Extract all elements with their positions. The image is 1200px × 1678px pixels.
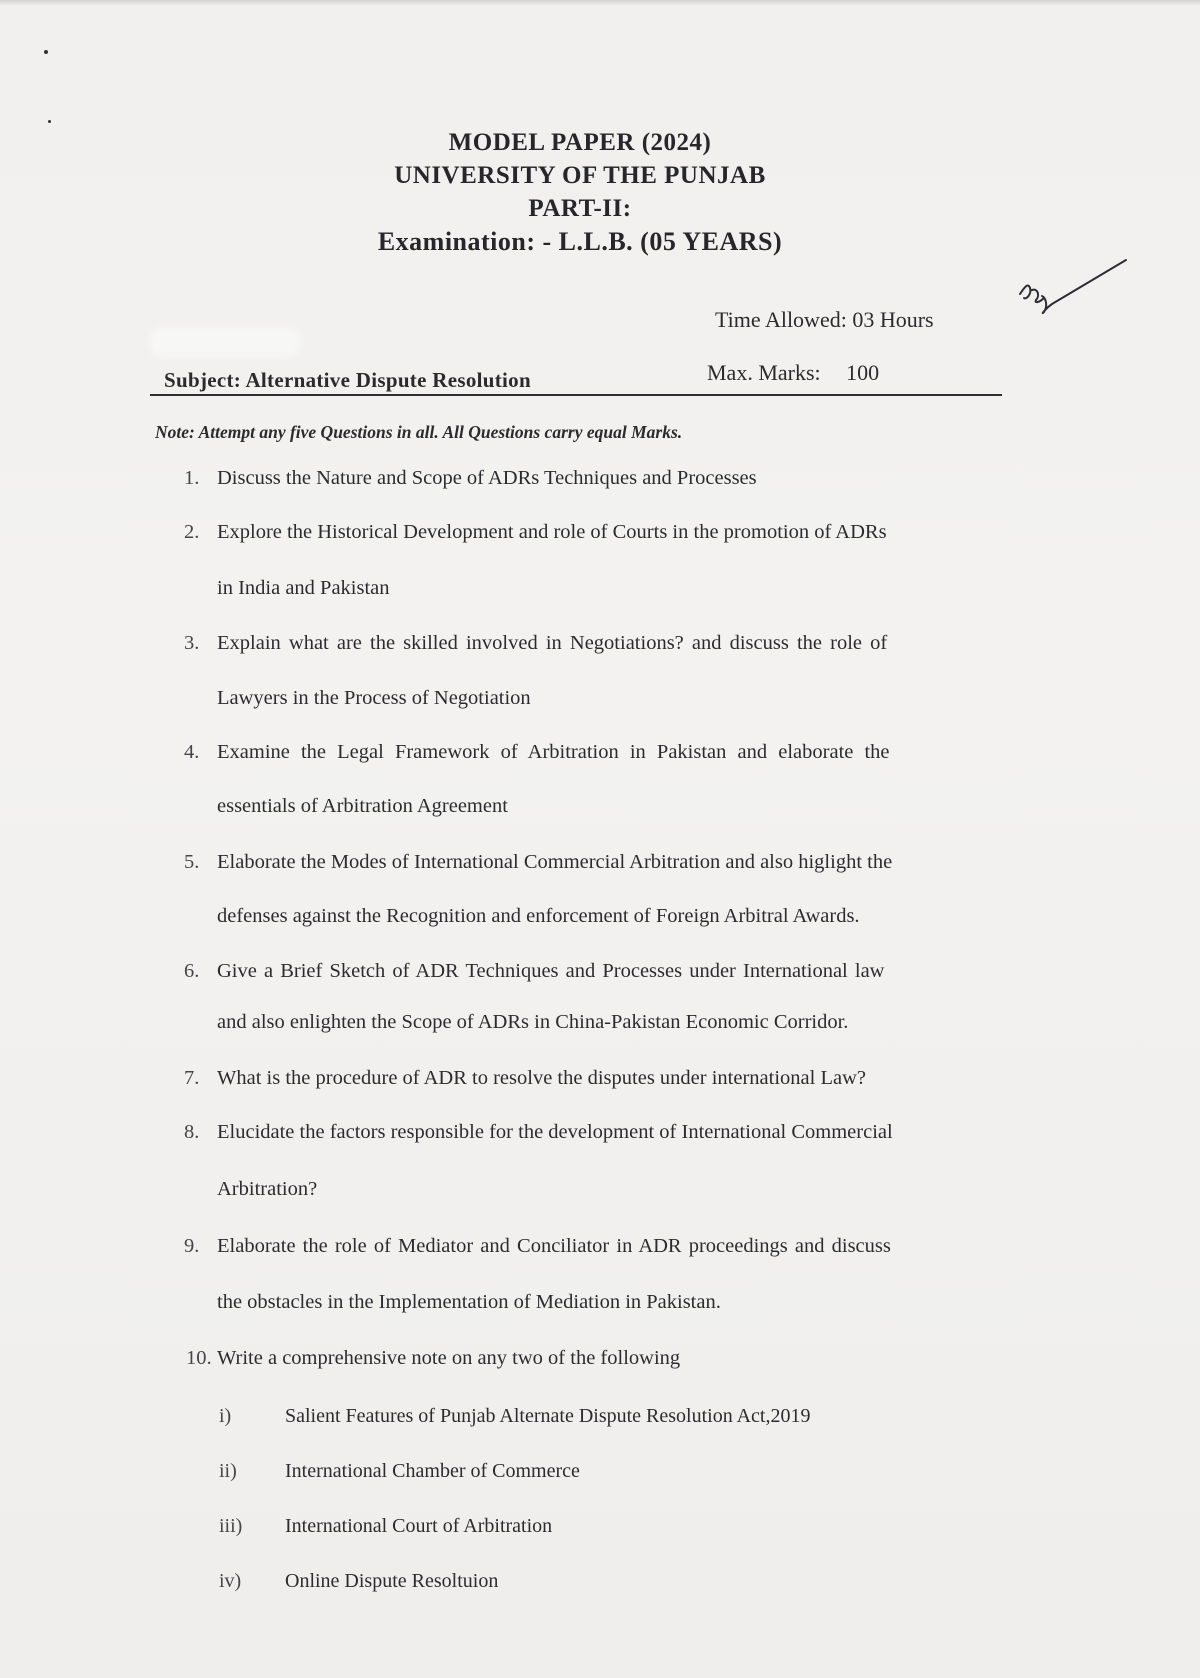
sub-item-text: International Court of Arbitration: [285, 1515, 553, 1537]
question-text: Write a comprehensive note on any two of the following: [217, 1347, 681, 1369]
question-number: 3.: [184, 632, 200, 654]
header-divider: [150, 394, 1002, 396]
instructions-note: Note: Attempt any five Questions in all. All Questions carry equal Marks.: [155, 422, 683, 442]
question-continuation: defenses against the Recognition and enforcement of Foreign Arbitral Awards.: [217, 905, 860, 927]
sub-item-numeral: ii): [219, 1460, 237, 1482]
question-text: Explain what are the skilled involved in Negotiations? and discuss the role of: [217, 632, 888, 654]
sub-item-numeral: i): [219, 1405, 232, 1427]
subject-label: Subject: Alternative Dispute Resolution: [164, 368, 531, 392]
paper-speck: [44, 50, 48, 54]
question-item: [184, 851, 893, 874]
max-marks: [707, 360, 879, 386]
question-item: [184, 960, 885, 983]
question-number: 9.: [184, 1235, 200, 1257]
paper-title: MODEL PAPER (2024): [448, 129, 712, 156]
question-continuation: essentials of Arbitration Agreement: [217, 795, 508, 817]
question-item: [184, 632, 888, 655]
sub-item: [219, 1460, 580, 1483]
question-text: What is the procedure of ADR to resolve the disputes under international Law?: [217, 1067, 866, 1089]
paper-speck: [48, 120, 51, 123]
question-number: 5.: [184, 851, 200, 873]
question-text: Give a Brief Sketch of ADR Techniques and Processes under International law: [217, 960, 885, 982]
question-number: 4.: [184, 741, 200, 763]
question-text: Examine the Legal Framework of Arbitration in Pakistan and elaborate the: [217, 741, 890, 763]
signature-icon: [1016, 258, 1128, 328]
question-continuation: Lawyers in the Process of Negotiation: [217, 687, 531, 709]
question-continuation: in India and Pakistan: [217, 577, 390, 599]
question-number: 6.: [184, 960, 200, 982]
question-number: 2.: [184, 521, 200, 543]
sub-item-numeral: iii): [219, 1515, 243, 1537]
sub-item: [219, 1570, 499, 1593]
sub-item: [219, 1405, 811, 1428]
question-continuation: Arbitration?: [217, 1178, 318, 1200]
question-item: [184, 521, 887, 544]
question-number: 10.: [186, 1347, 212, 1369]
part-label: PART-II:: [528, 195, 632, 222]
time-allowed: Time Allowed: 03 Hours: [715, 307, 934, 332]
sub-item-numeral: iv): [219, 1570, 242, 1592]
question-text: Elaborate the Modes of International Commercial Arbitration and also higlight the: [217, 851, 893, 873]
question-item: [184, 467, 757, 490]
redacted-area: [150, 327, 300, 357]
sub-item: [219, 1515, 553, 1538]
question-item: [184, 741, 890, 764]
question-item: [184, 1121, 893, 1144]
max-marks-value: 100: [846, 360, 880, 385]
question-text: Elaborate the role of Mediator and Conciliator in ADR proceedings and discuss: [217, 1235, 891, 1257]
question-text: Explore the Historical Development and role of Courts in the promotion of ADRs: [217, 521, 887, 543]
paper-top-edge: [0, 0, 1200, 6]
question-number: 1.: [184, 467, 200, 489]
max-marks-label: Max. Marks:: [707, 360, 821, 385]
question-number: 8.: [184, 1121, 200, 1143]
question-continuation: and also enlighten the Scope of ADRs in China-Pakistan Economic Corridor.: [217, 1011, 849, 1033]
university-name: UNIVERSITY OF THE PUNJAB: [394, 162, 766, 189]
question-item: [184, 1067, 866, 1090]
sub-item-text: Salient Features of Punjab Alternate Dispute Resolution Act,2019: [285, 1405, 811, 1427]
sub-item-text: Online Dispute Resoltuion: [285, 1570, 499, 1592]
paper-header: [290, 126, 870, 258]
question-item: [186, 1347, 681, 1370]
question-continuation: the obstacles in the Implementation of Mediation in Pakistan.: [217, 1291, 721, 1313]
question-text: Elucidate the factors responsible for the development of International Commercial: [217, 1121, 893, 1143]
examination-label: Examination: - L.L.B. (05 YEARS): [377, 227, 783, 256]
sub-item-text: International Chamber of Commerce: [285, 1460, 580, 1482]
question-text: Discuss the Nature and Scope of ADRs Techniques and Processes: [217, 467, 757, 489]
question-item: [184, 1235, 891, 1258]
question-number: 7.: [184, 1067, 200, 1089]
